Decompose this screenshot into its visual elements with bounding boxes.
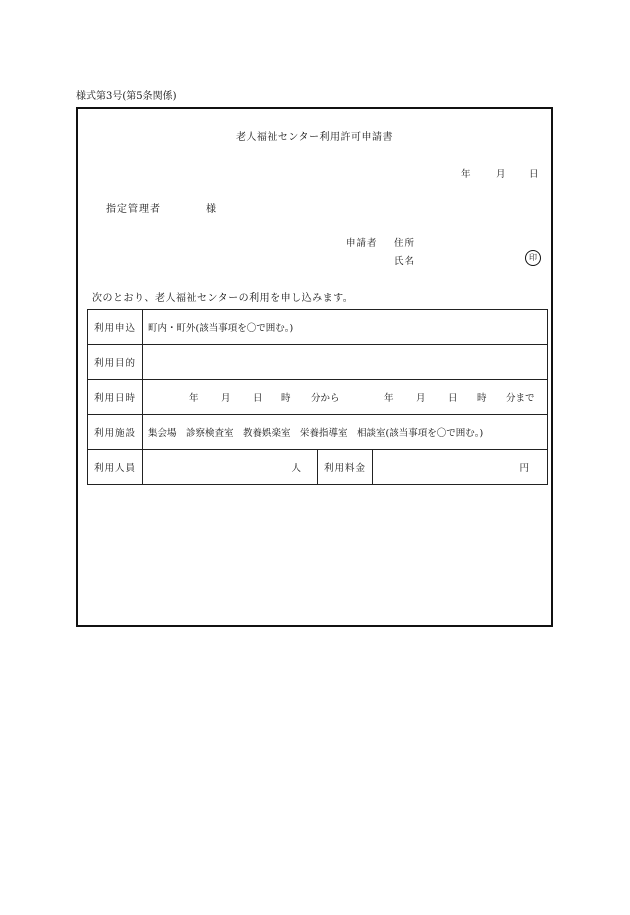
from-minute-label: 分から [311, 393, 340, 404]
from-year-label: 年 [189, 393, 199, 404]
date-year-label: 年 [461, 169, 471, 180]
datetime-label: 利用日時 [88, 380, 143, 415]
facility-label: 利用施設 [88, 415, 143, 450]
table-row-datetime [88, 380, 548, 415]
area-value[interactable]: 町内・町外(該当事項を〇で囲む。) [143, 310, 548, 345]
from-day-label: 日 [253, 393, 263, 404]
table-row-purpose [88, 345, 548, 380]
form-number-label: 様式第3号(第5条関係) [76, 91, 177, 102]
applicant-label: 申請者 [346, 238, 378, 249]
application-form-frame [76, 107, 553, 627]
purpose-label: 利用目的 [88, 345, 143, 380]
application-statement: 次のとおり、老人福祉センターの利用を申し込みます。 [92, 293, 354, 304]
seal-icon: 印 [525, 250, 541, 266]
facility-value[interactable]: 集会場 診察検査室 教養娯楽室 栄養指導室 相談室(該当事項を〇で囲む。) [143, 415, 548, 450]
date-month-label: 月 [496, 169, 506, 180]
date-day-label: 日 [529, 169, 539, 180]
to-year-label: 年 [384, 393, 394, 404]
people-label: 利用人員 [88, 450, 143, 485]
applicant-name-label: 氏名 [394, 256, 416, 267]
people-value[interactable]: 人 [143, 450, 318, 485]
applicant-address-label: 住所 [394, 238, 416, 249]
to-hour-label: 時 [477, 393, 487, 404]
from-hour-label: 時 [281, 393, 291, 404]
application-table [87, 309, 548, 485]
document-title: 老人福祉センター利用許可申請書 [235, 132, 394, 143]
fee-label: 利用料金 [318, 450, 373, 485]
fee-value[interactable]: 円 [373, 450, 548, 485]
area-label: 利用申込 [88, 310, 143, 345]
datetime-value[interactable] [143, 380, 548, 415]
table-row-facility [88, 415, 548, 450]
table-row-people-fee [88, 450, 548, 485]
to-month-label: 月 [416, 393, 426, 404]
to-day-label: 日 [448, 393, 458, 404]
to-minute-label: 分まで [506, 393, 535, 404]
addressee-label: 指定管理者 [106, 204, 161, 215]
from-month-label: 月 [221, 393, 231, 404]
purpose-value[interactable] [143, 345, 548, 380]
table-row-area [88, 310, 548, 345]
addressee-honorific: 様 [206, 204, 216, 215]
